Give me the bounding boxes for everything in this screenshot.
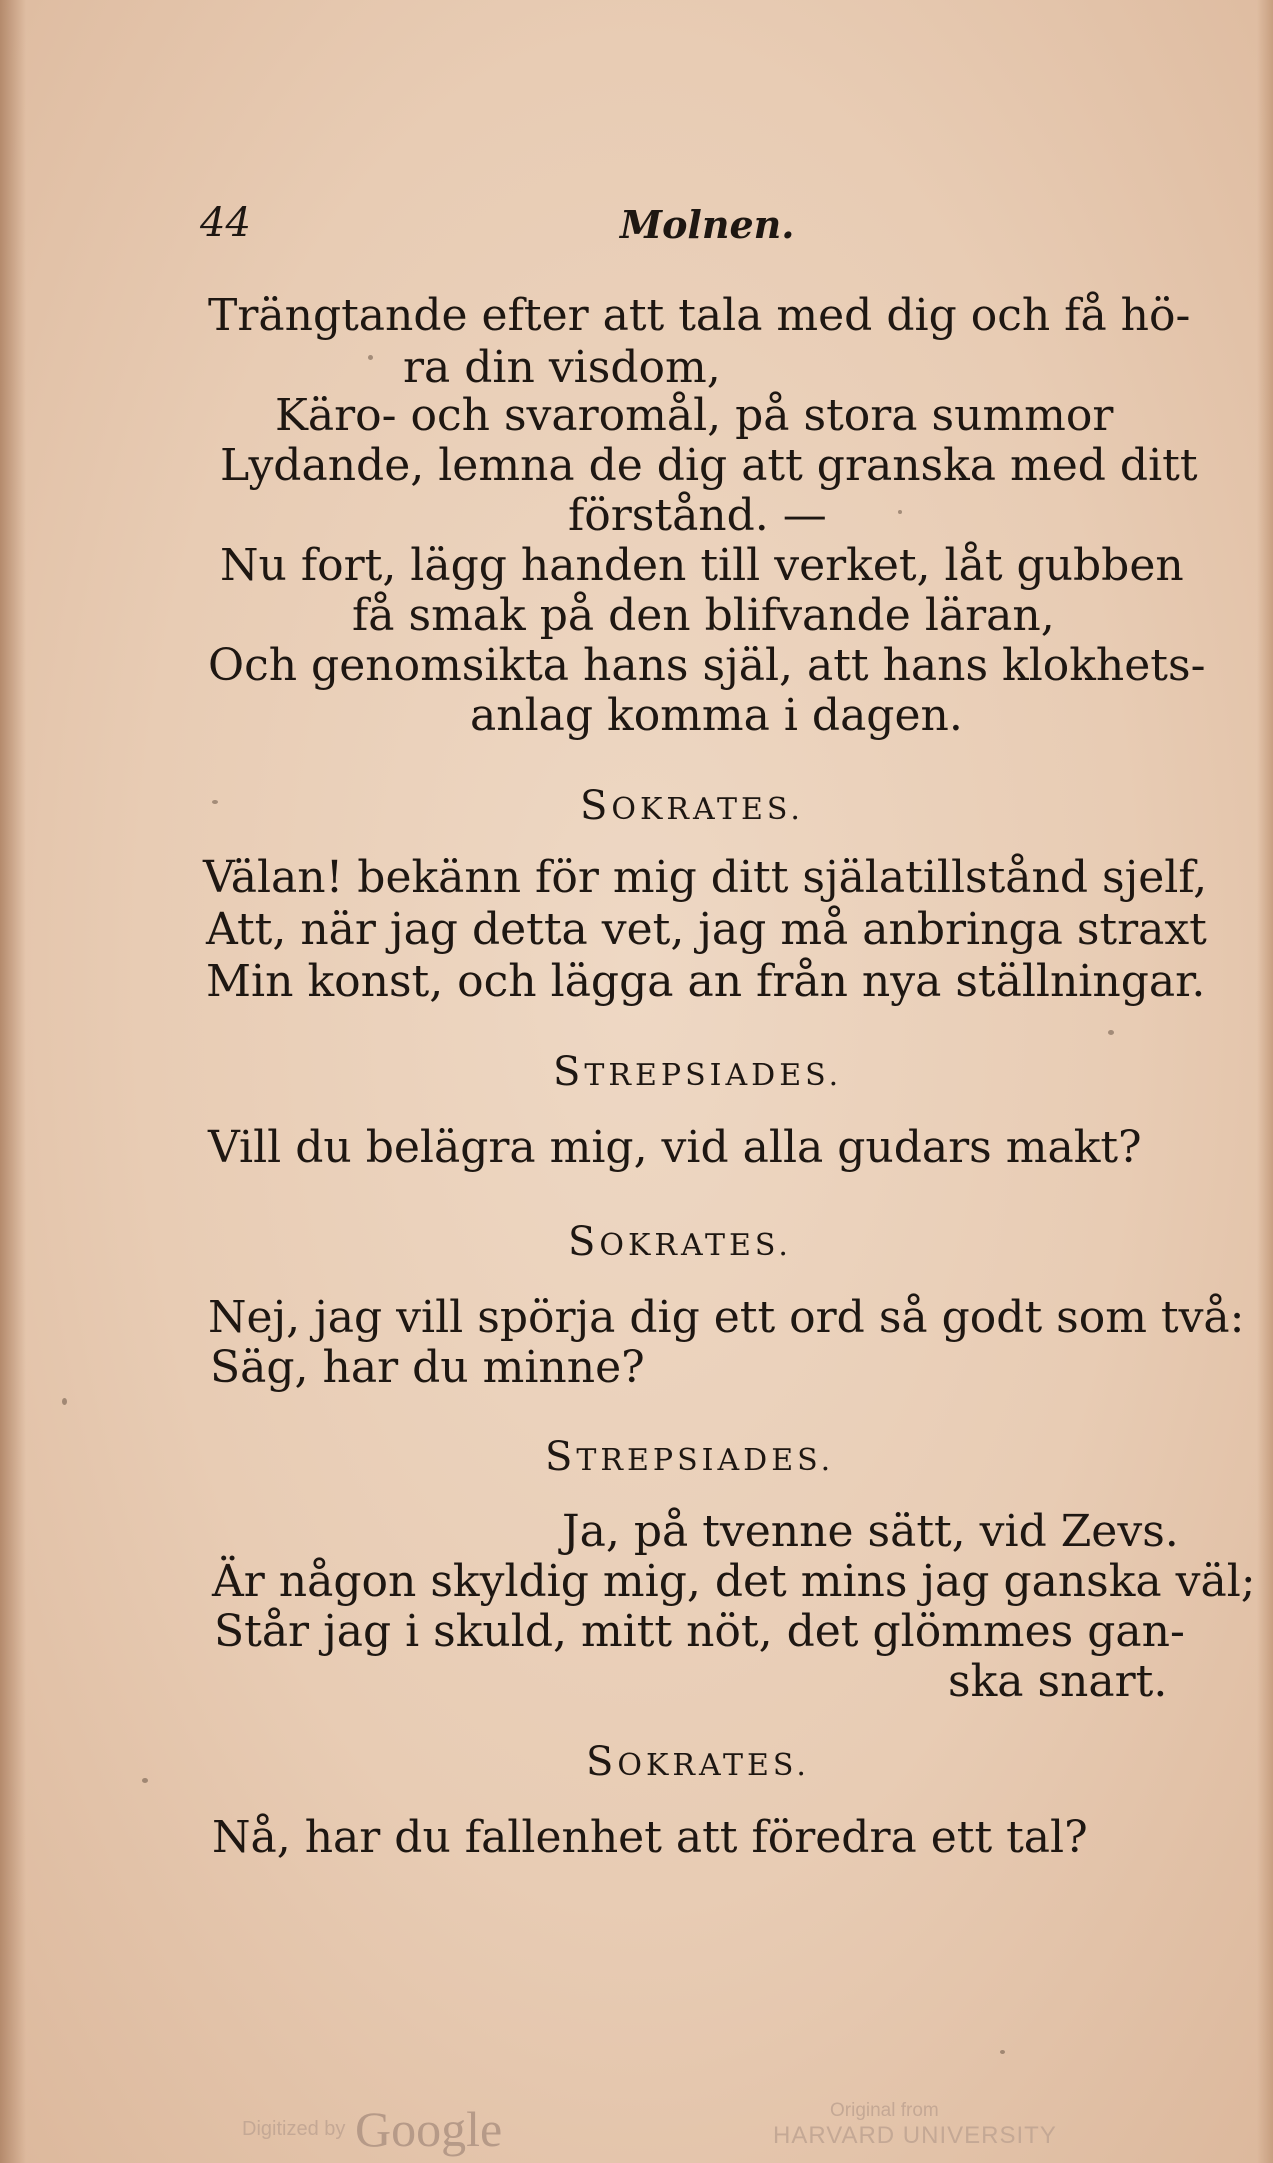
verse-line: Är någon skyldig mig, det mins jag ganska väl; — [212, 1556, 1256, 1607]
paper-speck — [1000, 2050, 1005, 2054]
verse-line: Och genomsikta hans själ, att hans klokhets- — [208, 640, 1206, 691]
paper-speck — [212, 800, 218, 804]
harvard-university-label: HARVARD UNIVERSITY — [773, 2122, 1057, 2149]
digitized-by-label: Digitized by — [242, 2118, 346, 2140]
verse-line: Lydande, lemna de dig att granska med ditt — [220, 440, 1198, 491]
paper-speck — [1108, 1030, 1114, 1035]
verse-line: Ja, på tvenne sätt, vid Zevs. — [562, 1506, 1179, 1557]
google-logo: Google — [355, 2101, 503, 2157]
verse-line: ska snart. — [948, 1656, 1168, 1707]
page-number: 44 — [200, 200, 251, 246]
speaker-name: SOKRATES. — [568, 1219, 792, 1265]
paper-speck — [142, 1778, 148, 1783]
verse-line: Nu fort, lägg handen till verket, låt gubben — [220, 540, 1184, 591]
verse-line: Står jag i skuld, mitt nöt, det glömmes gan- — [214, 1606, 1185, 1657]
verse-line: få smak på den blifvande läran, — [352, 590, 1055, 641]
verse-line: Nej, jag vill spörja dig ett ord så godt som två: — [208, 1292, 1245, 1343]
verse-line: Att, när jag detta vet, jag må anbringa straxt — [206, 904, 1207, 955]
verse-line: ra din visdom, — [403, 342, 721, 393]
speaker-name: STREPSIADES. — [553, 1049, 843, 1095]
speaker-name: SOKRATES. — [580, 783, 804, 829]
verse-line: Säg, har du minne? — [210, 1342, 645, 1393]
verse-line: Välan! bekänn för mig ditt själatillstånd sjelf, — [203, 852, 1208, 903]
verse-line: Nå, har du fallenhet att föredra ett tal? — [212, 1812, 1088, 1863]
speaker-name: SOKRATES. — [586, 1739, 810, 1785]
verse-line: Vill du belägra mig, vid alla gudars makt? — [208, 1122, 1142, 1173]
verse-line: anlag komma i dagen. — [470, 690, 963, 741]
page-edge-shadow-right — [1257, 0, 1273, 2163]
verse-line: förstånd. — — [568, 490, 827, 541]
paper-speck — [368, 355, 373, 360]
digitization-footer — [0, 2100, 1273, 2160]
running-title: Molnen. — [620, 202, 795, 247]
verse-line: Käro- och svaromål, på stora summor — [275, 390, 1114, 441]
original-from-label: Original from — [830, 2100, 939, 2121]
verse-line: Trängtande efter att tala med dig och få hö- — [208, 290, 1191, 341]
verse-line: Min konst, och lägga an från nya ställningar. — [206, 956, 1206, 1007]
page-edge-shadow-left — [0, 0, 26, 2163]
paper-speck — [62, 1398, 67, 1405]
paper-speck — [898, 510, 902, 514]
page-header — [200, 200, 1080, 260]
speaker-name: STREPSIADES. — [545, 1434, 835, 1480]
